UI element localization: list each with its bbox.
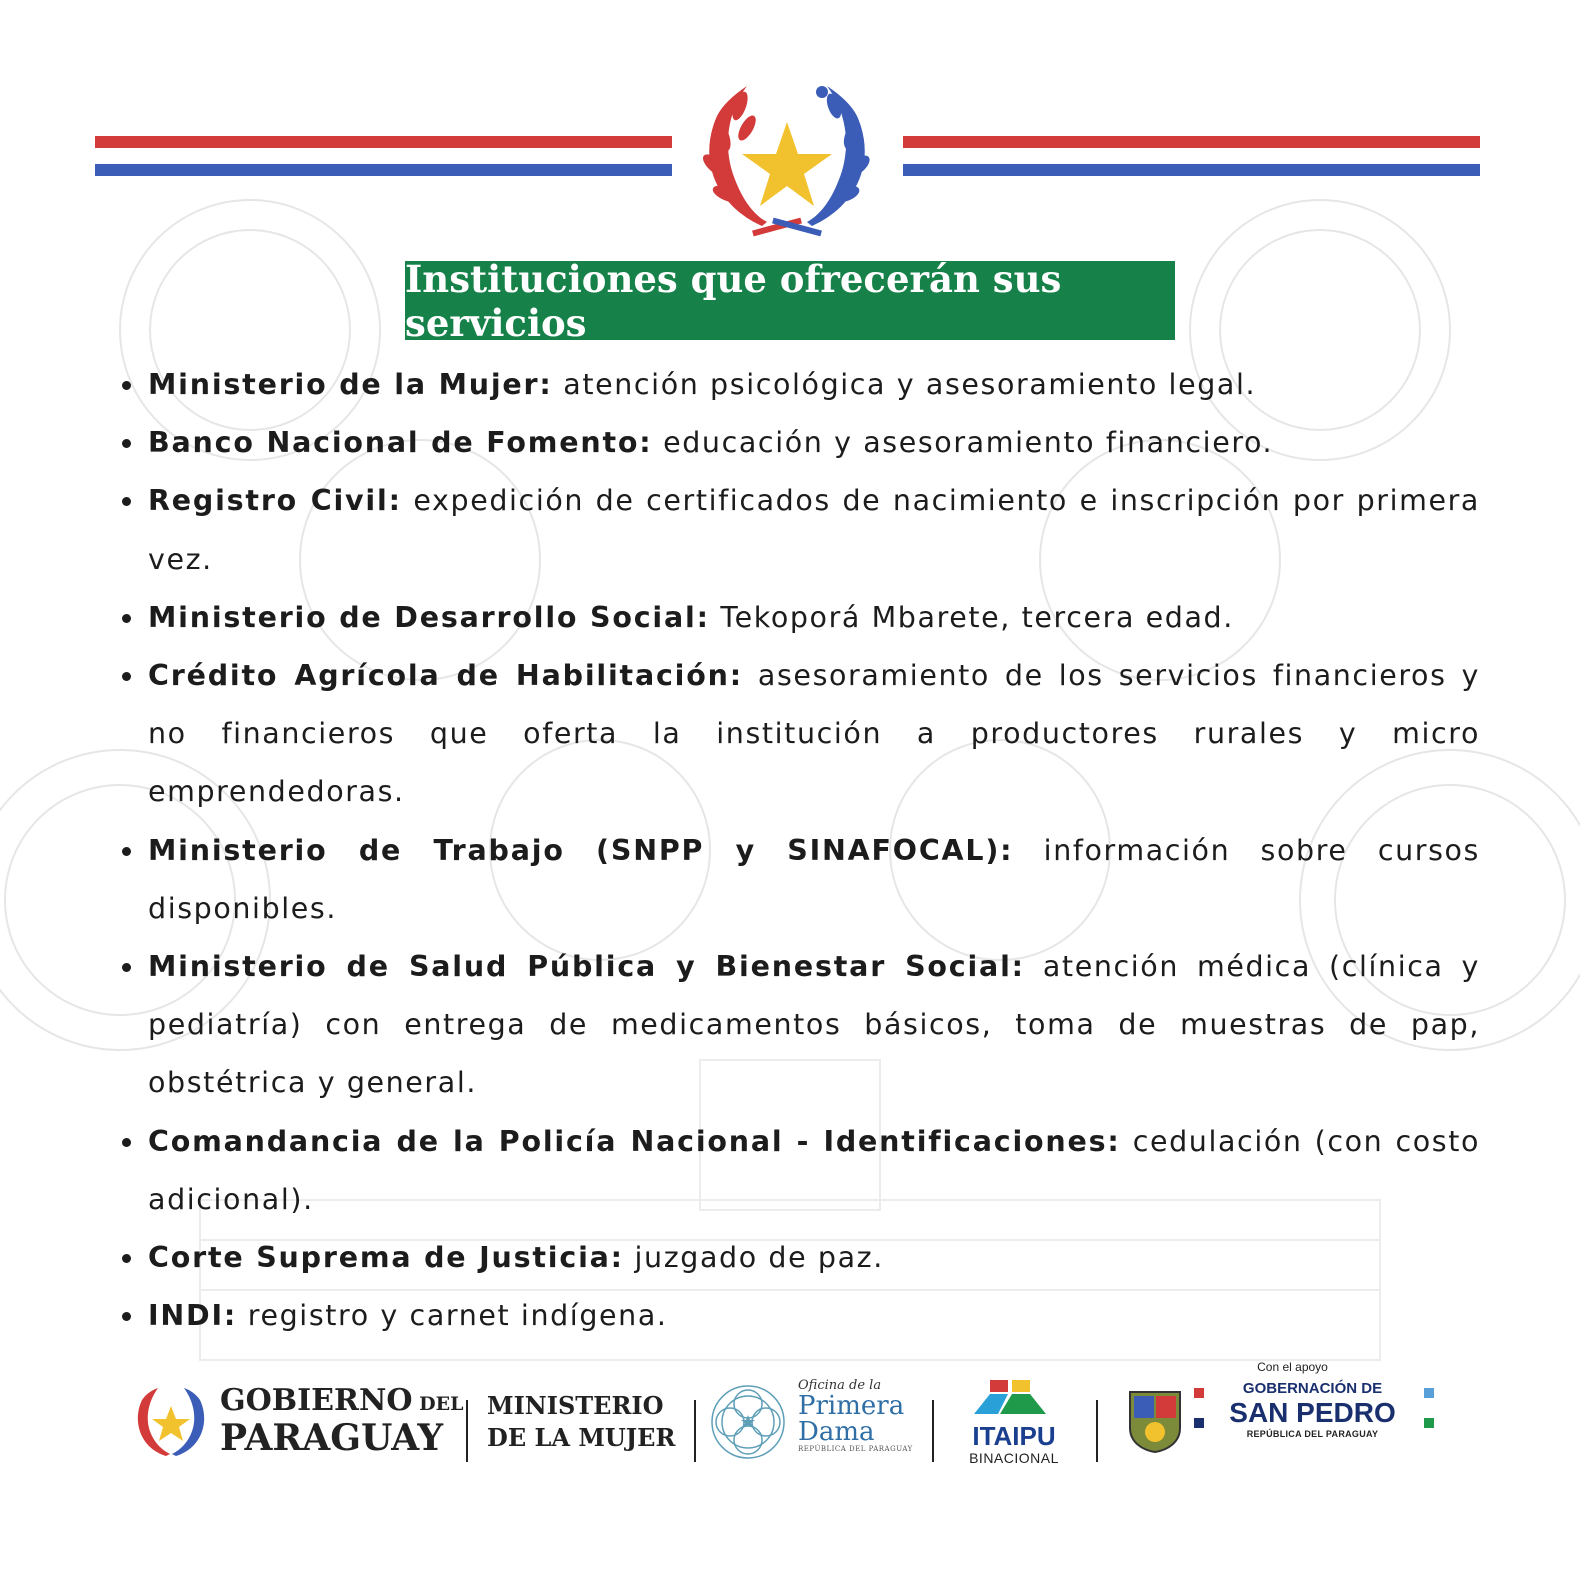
san-pedro-gob: GOBERNACIÓN DE [1242,1380,1383,1397]
service-description: asesoramiento de los servicios financieros y no financieros que oferta la institución a productores rurales y micro emprendedoras. [148,659,1480,809]
blue-stripe [95,164,672,176]
service-description: información sobre cursos disponibles. [148,833,1480,925]
red-stripe [903,136,1480,148]
san-pedro-shield-icon [1126,1388,1184,1454]
footer-logos [0,1360,1580,1490]
green-square-icon [1424,1418,1434,1428]
gobierno-line1: GOBIERNO [220,1383,413,1418]
itaipu-name: ITAIPU [972,1421,1056,1451]
logo-divider [932,1400,934,1462]
flag-stripes-left [95,136,672,180]
logo-divider [466,1400,468,1462]
list-item [118,1113,1480,1229]
primera-dama-line2: Dama [798,1417,875,1447]
list-item [118,938,1480,1113]
ministerio-logo-text [487,1390,675,1454]
primera-dama-icon [708,1382,788,1462]
san-pedro-rep: REPÚBLICA DEL PARAGUAY [1246,1429,1379,1439]
page-title: Instituciones que ofrecerán sus servicios [405,261,1175,340]
institution-name: Comandancia de la Policía Nacional - Identificaciones: [148,1124,1121,1158]
service-description: atención médica (clínica y pediatría) con entrega de medicamentos básicos, toma de muestras de pap, obstétrica y general. [148,950,1480,1100]
primera-dama-line1: Primera [798,1391,905,1421]
gobierno-logo-text [220,1383,464,1459]
institution-name: Ministerio de Trabajo (SNPP y SINAFOCAL): [148,833,1014,867]
list-item [118,822,1480,938]
lightblue-square-icon [1424,1388,1434,1398]
service-description: registro y carnet indígena. [237,1299,668,1333]
list-item [118,414,1480,472]
institution-name: Banco Nacional de Fomento: [148,426,653,460]
service-description: juzgado de paz. [623,1241,884,1275]
itaipu-sub: BINACIONAL [969,1450,1059,1466]
list-item [118,356,1480,414]
gobierno-line2: PARAGUAY [220,1417,444,1459]
primera-dama-small: Oficina de la [798,1378,882,1393]
service-description: expedición de certificados de nacimiento e inscripción por primera vez. [148,484,1480,576]
list-item [118,1229,1480,1287]
gobierno-line1-small: DEL [412,1393,464,1415]
san-pedro-name: SAN PEDRO [1229,1397,1396,1428]
primera-dama-tiny: REPÚBLICA DEL PARAGUAY [798,1445,913,1453]
blue-square-icon [1194,1418,1204,1428]
itaipu-logo-text [962,1422,1066,1466]
list-item [118,647,1480,822]
list-item [118,1287,1480,1345]
red-stripe [95,136,672,148]
service-description: atención psicológica y asesoramiento legal. [552,368,1257,401]
ministerio-line2: DE LA MUJER [487,1423,676,1452]
service-description: cedulación (con costo adicional). [148,1124,1481,1216]
san-pedro-apoyo: Con el apoyo [1257,1360,1328,1374]
institution-name: INDI: [148,1299,238,1333]
primera-dama-logo-text [798,1378,913,1453]
institution-name: Ministerio de la Mujer: [148,368,553,401]
list-item [118,472,1480,588]
ministerio-line1: MINISTERIO [487,1391,664,1420]
blue-stripe [903,164,1480,176]
logo-divider [694,1400,696,1462]
service-description: educación y asesoramiento financiero. [652,426,1274,460]
gobierno-seal-icon [130,1386,212,1460]
institution-name: Corte Suprema de Justicia: [148,1241,624,1275]
services-list [118,356,1480,1345]
flag-stripes-right [903,136,1480,180]
san-pedro-logo-text [1190,1360,1435,1439]
institution-name: Registro Civil: [148,484,402,518]
institution-name: Ministerio de Desarrollo Social: [148,600,710,634]
logo-divider [1096,1400,1098,1462]
list-item [118,589,1480,647]
national-emblem-icon [692,76,882,244]
red-square-icon [1194,1388,1204,1398]
institution-name: Crédito Agrícola de Habilitación: [148,659,743,693]
service-description: Tekoporá Mbarete, tercera edad. [709,600,1234,634]
institution-name: Ministerio de Salud Pública y Bienestar Social: [148,950,1025,984]
